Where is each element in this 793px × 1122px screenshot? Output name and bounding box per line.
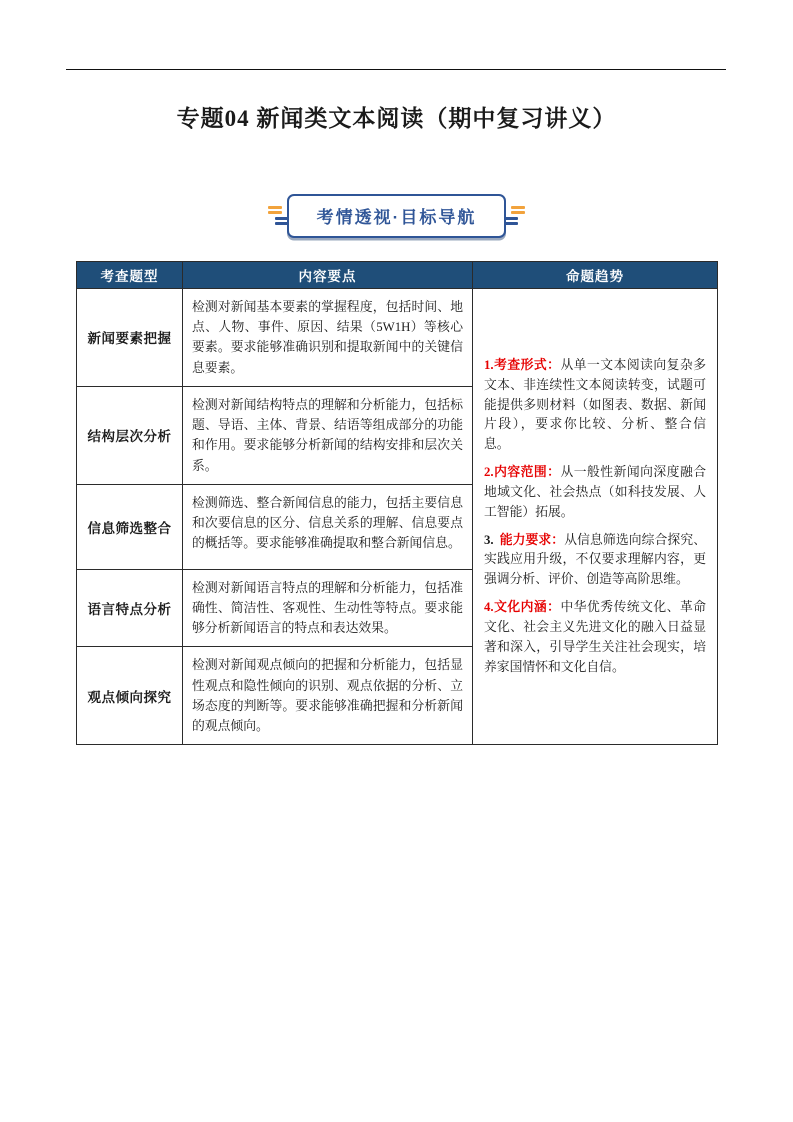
question-type-cell: 语言特点分析	[77, 569, 183, 647]
header-question-type: 考查题型	[77, 262, 183, 289]
trend-number: 3.	[484, 532, 494, 547]
question-type-cell: 结构层次分析	[77, 386, 183, 484]
exam-overview-table	[76, 261, 718, 745]
content-cell: 检测筛选、整合新闻信息的能力，包括主要信息和次要信息的区分、信息关系的理解、信息要点的概括等。要求能够准确提取和整合新闻信息。	[183, 484, 473, 569]
header-content-points: 内容要点	[183, 262, 473, 289]
trend-label: 考查形式：	[493, 357, 561, 372]
trend-number: 2.	[484, 465, 494, 480]
page-title: 专题04 新闻类文本阅读（期中复习讲义）	[176, 106, 617, 131]
trends-cell	[473, 289, 718, 745]
table-row	[77, 289, 718, 387]
trend-text: 从单一文本阅读向复杂多文本、非连续性文本阅读转变，试题可能提供多则材料（如图表、数据、新闻片段），要求你比较、分析、整合信息。	[484, 357, 707, 452]
question-type-cell: 新闻要素把握	[77, 289, 183, 387]
banner-box	[287, 194, 507, 238]
trend-number: 1.	[484, 357, 494, 372]
header-trend: 命题趋势	[473, 262, 718, 289]
trend-number: 4.	[484, 600, 494, 615]
trend-item	[484, 356, 706, 455]
banner-left-decoration-icon	[268, 204, 292, 228]
trend-label: 能力要求：	[499, 532, 565, 547]
content-cell: 检测对新闻基本要素的掌握程度，包括时间、地点、人物、事件、原因、结果（5W1H）等核心要素。要求能够准确识别和提取新闻中的关键信息要素。	[183, 289, 473, 387]
trend-label: 文化内涵：	[493, 600, 561, 615]
content-cell: 检测对新闻观点倾向的把握和分析能力，包括显性观点和隐性倾向的识别、观点依据的分析、立场态度的判断等。要求能够准确把握和分析新闻的观点倾向。	[183, 647, 473, 745]
content-cell: 检测对新闻语言特点的理解和分析能力，包括准确性、简洁性、客观性、生动性等特点。要求能够分析新闻语言的特点和表达效果。	[183, 569, 473, 647]
content-cell: 检测对新闻结构特点的理解和分析能力，包括标题、导语、主体、背景、结语等组成部分的功能和作用。要求能够分析新闻的结构安排和层次关系。	[183, 386, 473, 484]
question-type-cell: 信息筛选整合	[77, 484, 183, 569]
trend-text: 从一般性新闻向深度融合地域文化、社会热点（如科技发展、人工智能）拓展。	[484, 465, 707, 519]
trend-text: 中华优秀传统文化、革命文化、社会主义先进文化的融入日益显著和深入，引导学生关注社会现实，培养家国情怀和文化自信。	[484, 600, 707, 674]
question-type-cell: 观点倾向探究	[77, 647, 183, 745]
trend-item	[484, 463, 706, 522]
trend-item	[484, 598, 706, 677]
trend-item	[484, 531, 706, 590]
table-header-row	[77, 262, 718, 289]
top-divider	[66, 69, 726, 70]
section-banner	[0, 194, 793, 238]
banner-right-decoration-icon	[501, 204, 525, 228]
banner-label: 考情透视·目标导航	[316, 208, 477, 227]
trend-text: 从信息筛选向综合探究、实践应用升级，不仅要求理解内容，更强调分析、评价、创造等高阶思维。	[484, 532, 707, 587]
trend-label: 内容范围：	[493, 465, 561, 480]
